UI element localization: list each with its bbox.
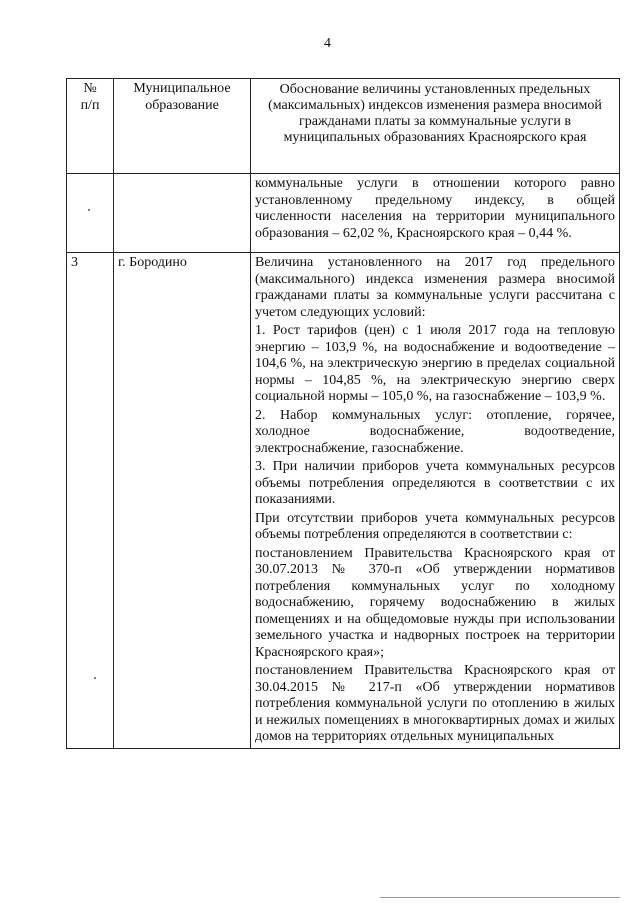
header-municipality: Муниципальное образование <box>114 79 251 174</box>
index-justification-table <box>66 78 620 749</box>
cell-municipality: г. Бородино <box>114 253 251 749</box>
table-header-row <box>67 79 620 174</box>
paragraph: постановлением Правительства Красноярского края от 30.07.2013 № 370-п «Об утверждении нормативов потребления коммунальных услуг по холодному водоснабжению, горячему водоснабжению в жилых помещениях и на общедомовые нужды при использовании земельного участка и надворных построек на территории Красноярского края»; <box>255 545 615 660</box>
scan-speck <box>94 677 96 679</box>
paragraph: 2. Набор коммунальных услуг: отопление, горячее, холодное водоснабжение, водоотведение, электроснабжение, газоснабжение. <box>255 407 615 456</box>
paragraph: При отсутствии приборов учета коммунальных ресурсов объемы потребления определяются в соответствии с: <box>255 510 615 542</box>
paragraph: 3. При наличии приборов учета коммунальных ресурсов объемы потребления определяются в соответствии с их показаниями. <box>255 459 615 507</box>
scan-speck <box>88 209 90 211</box>
header-justification: Обоснование величины установленных предельных (максимальных) индексов изменения размера вносимой гражданами платы за коммунальные услуги в муниципальных образованиях Красноярского края <box>251 79 620 174</box>
table-row-borodino <box>67 253 620 749</box>
cell-num: 3 <box>67 253 114 749</box>
paragraph: Величина установленного на 2017 год предельного (максимального) индекса изменения размера вносимой гражданами платы за коммунальные услуги рассчитана с учетом следующих условий: <box>255 255 615 320</box>
page-number: 4 <box>324 36 331 51</box>
cell-num <box>67 174 114 253</box>
header-num: № п/п <box>67 79 114 174</box>
paragraph: 1. Рост тарифов (цен) с 1 июля 2017 года на тепловую энергию – 103,9 %, на водоснабжение и водоотведение – 104,6 %, на электрическую энергию в пределах социальной нормы – 104,85 %, на электрическую энергию сверх социальной нормы – 105,0 %, на газоснабжение – 103,9 %. <box>255 323 615 404</box>
cell-justification: коммунальные услуги в отношении которого равно установленному предельному индексу, в общей численности населения на территории муниципального образования – 62,02 %, Красноярского края – 0,44 %. <box>251 174 620 253</box>
cell-justification <box>251 253 620 749</box>
table-row-continuation <box>67 174 620 253</box>
paragraph: постановлением Правительства Красноярского края от 30.04.2015 № 217-п «Об утверждении нормативов потребления коммунальной услуги по отоплению в жилых и нежилых помещениях в многоквартирных домах и жилых домов на территориях отдельных муниципальных <box>255 663 615 744</box>
cell-municipality <box>114 174 251 253</box>
scan-edge-line <box>380 897 620 898</box>
